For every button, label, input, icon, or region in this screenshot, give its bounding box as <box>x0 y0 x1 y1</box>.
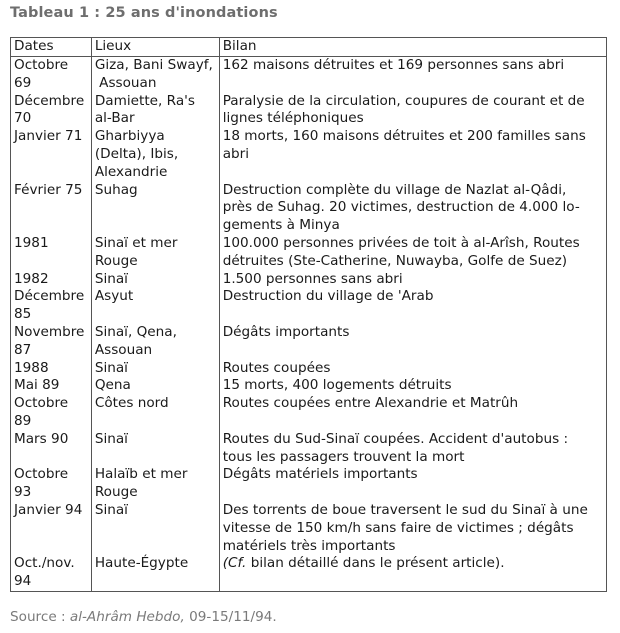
cell-date <box>11 502 92 555</box>
cell-line: Sinaï <box>94 359 128 376</box>
cell-line: Routes coupées <box>222 359 331 376</box>
cell-line: Mai 89 <box>14 377 60 394</box>
cell-line: Décembre <box>14 92 85 109</box>
cell-line: 1988 <box>14 359 49 376</box>
cell-line: Oct./nov. <box>14 555 75 572</box>
cell-line: vitesse de 150 km/h sans faire de victimes ; dégâts <box>222 519 574 536</box>
cell-date <box>11 182 92 235</box>
cell-line: Dégâts matériels importants <box>222 466 418 483</box>
cell-line: (Delta), Ibis, <box>94 145 179 162</box>
cell-line: Des torrents de boue traversent le sud du Sinaï à une <box>222 501 588 518</box>
cell-lieux <box>91 431 219 467</box>
cell-bilan <box>219 288 606 324</box>
cell-line: Octobre <box>14 57 69 73</box>
cell-bilan <box>219 502 606 555</box>
cell-line: Décembre <box>14 288 85 305</box>
table-title: Tableau 1 : 25 ans d'inondations <box>10 5 278 21</box>
cell-date <box>11 466 92 502</box>
table-row <box>11 555 607 591</box>
cell-line: 70 <box>14 110 32 127</box>
cell-line: Sinaï <box>94 430 128 447</box>
cell-bilan <box>219 377 606 395</box>
cell-date <box>11 235 92 271</box>
cell-line: Asyut <box>94 288 134 305</box>
cell-line: Damiette, Ra's <box>94 92 195 109</box>
cell-date <box>11 555 92 591</box>
table-row <box>11 128 607 181</box>
cell-bilan <box>219 431 606 467</box>
cell-line: Rouge <box>94 484 138 501</box>
table-row <box>11 288 607 324</box>
cell-line: Paralysie de la circulation, coupures de courant et de <box>222 92 585 109</box>
cell-line: Gharbiyya <box>94 128 165 145</box>
cell-lieux <box>91 395 219 431</box>
cell-bilan <box>219 128 606 181</box>
cell-bilan <box>219 182 606 235</box>
cell-line: 85 <box>14 306 32 323</box>
cell-line: Janvier 94 <box>14 501 83 518</box>
cell-bilan <box>219 93 606 129</box>
cell-bilan <box>219 235 606 271</box>
cell-bilan <box>219 324 606 360</box>
cell-line <box>223 555 603 573</box>
cell-line: Sinaï, Qena, <box>94 323 177 340</box>
cell-line: Halaïb et mer <box>94 466 188 483</box>
cell-date <box>11 324 92 360</box>
cell-line: Sinaï <box>94 501 128 518</box>
cell-line: Rouge <box>94 252 138 269</box>
source-publication: al-Ahrâm Hebdo, <box>69 609 185 625</box>
bilan-text: bilan détaillé dans le présent article). <box>246 555 505 572</box>
cell-lieux <box>91 555 219 591</box>
cell-lieux <box>91 377 219 395</box>
cell-bilan <box>219 395 606 431</box>
cell-line: lignes téléphoniques <box>222 110 364 127</box>
cell-line: Routes du Sud-Sinaï coupées. Accident d'autobus : <box>222 430 569 447</box>
table-row <box>11 182 607 235</box>
cell-line: Giza, Bani Swayf, <box>94 57 213 73</box>
cell-line: Assouan <box>94 341 153 358</box>
cell-line: Octobre <box>14 466 69 483</box>
cell-line: Côtes nord <box>94 395 169 412</box>
cell-bilan <box>219 271 606 289</box>
cell-bilan <box>219 57 606 93</box>
header-lieux: Lieux <box>91 38 219 57</box>
bilan-open-paren: ( <box>222 555 228 572</box>
cell-lieux <box>91 502 219 555</box>
table-header-row <box>11 38 607 57</box>
header-bilan: Bilan <box>219 38 606 57</box>
cell-line: détruites (Ste-Catherine, Nuwayba, Golfe de Suez) <box>222 252 568 269</box>
table-row <box>11 466 607 502</box>
floods-table <box>10 37 607 592</box>
cell-line: 93 <box>14 484 32 501</box>
cell-date <box>11 288 92 324</box>
source-date: 09-15/11/94. <box>184 609 277 625</box>
cell-lieux <box>91 93 219 129</box>
cell-date <box>11 377 92 395</box>
cell-bilan <box>219 555 606 591</box>
cell-line: matériels très importants <box>222 537 396 554</box>
cell-lieux <box>91 360 219 378</box>
table-row <box>11 93 607 129</box>
cell-lieux <box>91 128 219 181</box>
table-row <box>11 235 607 271</box>
cell-bilan <box>219 466 606 502</box>
cell-line: Octobre <box>14 395 69 412</box>
cell-line: près de Suhag. 20 victimes, destruction de 4.000 lo- <box>222 199 580 216</box>
table-row <box>11 395 607 431</box>
table-row <box>11 360 607 378</box>
cell-date <box>11 271 92 289</box>
cell-line: Destruction du village de 'Arab <box>222 288 434 305</box>
cell-line: 1981 <box>14 234 49 251</box>
cell-lieux <box>91 324 219 360</box>
cell-date <box>11 128 92 181</box>
table-row <box>11 271 607 289</box>
bilan-italic-ref: Cf. <box>228 555 247 572</box>
cell-line: gements à Minya <box>222 217 340 234</box>
cell-line: al-Bar <box>94 110 135 127</box>
cell-line: Novembre <box>14 323 85 340</box>
cell-line: 94 <box>14 573 32 590</box>
cell-lieux <box>91 182 219 235</box>
cell-lieux <box>91 57 219 93</box>
table-row <box>11 57 607 93</box>
cell-line: 1982 <box>14 270 49 287</box>
cell-line: Qena <box>94 377 131 394</box>
table-row <box>11 431 607 467</box>
header-dates: Dates <box>11 38 92 57</box>
cell-line: Janvier 71 <box>14 128 83 145</box>
cell-line: 87 <box>14 341 32 358</box>
cell-line: 100.000 personnes privées de toit à al-Arîsh, Routes <box>222 234 580 251</box>
cell-date <box>11 57 92 93</box>
table-row <box>11 324 607 360</box>
table-row <box>11 502 607 555</box>
cell-line: 15 morts, 400 logements détruits <box>222 377 452 394</box>
cell-line: abri <box>222 145 250 162</box>
source-label: Source : <box>10 609 70 625</box>
cell-line: Assouan <box>94 74 157 91</box>
cell-date <box>11 360 92 378</box>
cell-line: 162 maisons détruites et 169 personnes sans abri <box>222 57 565 73</box>
cell-date <box>11 431 92 467</box>
cell-line: tous les passagers trouvent la mort <box>222 448 465 465</box>
cell-line: Février 75 <box>14 181 83 198</box>
table-row <box>11 377 607 395</box>
cell-line: Dégâts importants <box>222 323 350 340</box>
cell-line: Mars 90 <box>14 430 69 447</box>
cell-line: Alexandrie <box>94 163 168 180</box>
cell-date <box>11 93 92 129</box>
cell-date <box>11 395 92 431</box>
cell-line: Haute-Égypte <box>94 555 189 572</box>
cell-lieux <box>91 235 219 271</box>
cell-line: 18 morts, 160 maisons détruites et 200 familles sans <box>222 128 586 145</box>
cell-line: Routes coupées entre Alexandrie et Matrûh <box>222 395 519 412</box>
cell-lieux <box>91 466 219 502</box>
cell-lieux <box>91 271 219 289</box>
table-body <box>11 57 607 592</box>
cell-bilan <box>219 360 606 378</box>
source-note <box>10 609 277 625</box>
cell-line: 89 <box>14 412 32 429</box>
cell-lieux <box>91 288 219 324</box>
cell-line: 69 <box>14 74 32 91</box>
cell-line: 1.500 personnes sans abri <box>222 270 403 287</box>
cell-line: Suhag <box>94 181 138 198</box>
cell-line: Sinaï <box>94 270 128 287</box>
cell-line: Destruction complète du village de Nazlat al-Qâdi, <box>222 181 567 198</box>
cell-line: Sinaï et mer <box>94 234 178 251</box>
